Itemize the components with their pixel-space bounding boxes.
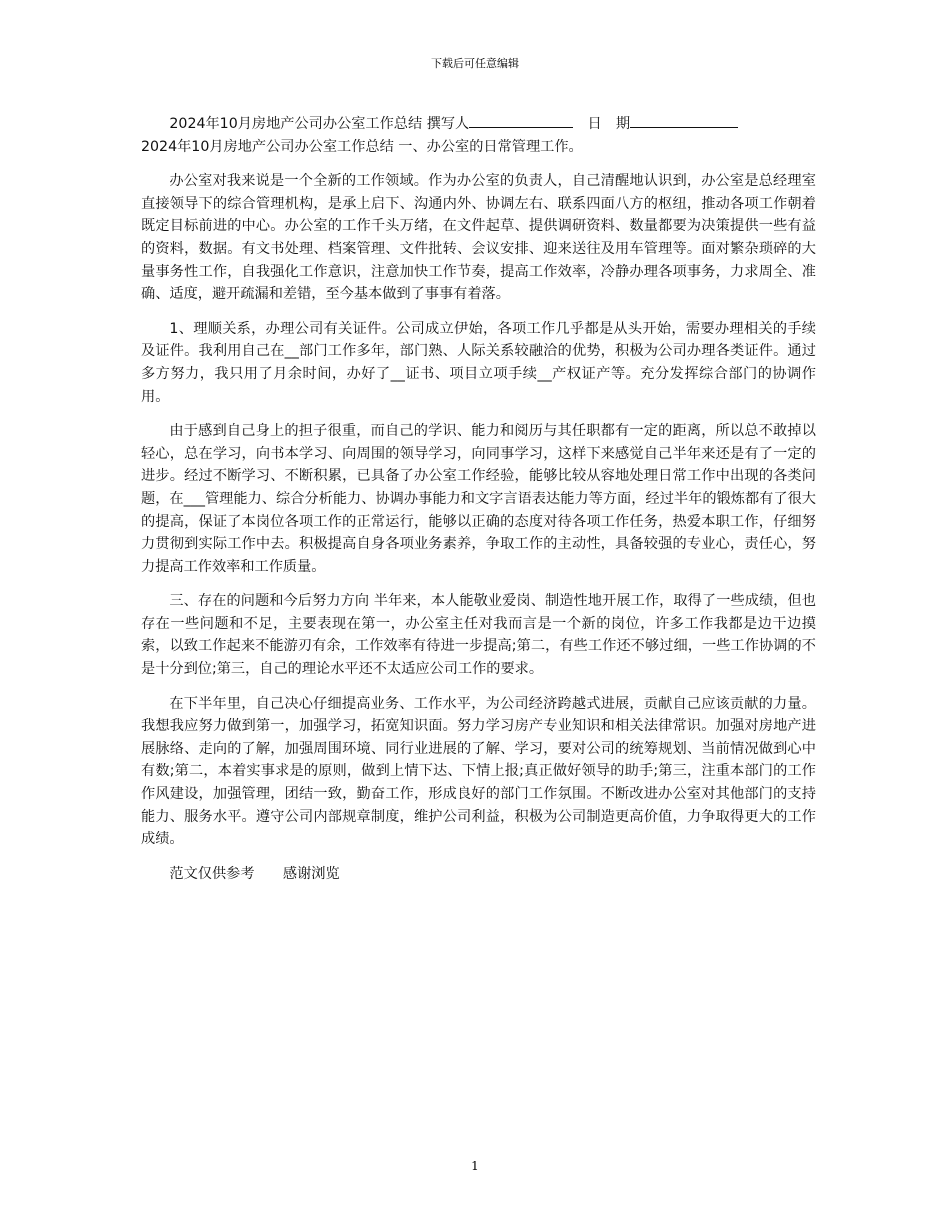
author-blank xyxy=(469,113,573,128)
title-prefix: 2024年10月房地产公司办公室工作总结 撰写人 xyxy=(169,116,470,132)
footer-note: 范文仅供参考 感谢浏览 xyxy=(169,865,340,882)
date-blank xyxy=(630,113,738,128)
paragraph-3: 由于感到自己身上的担子很重，而自己的学识、能力和阅历与其任职都有一定的距离，所以总不敢掉以轻心，总在学习，向书本学习、向周围的领导学习，向同事学习，这样下来感觉自己半年来还是有了一定的进步。经过不断学习、不断积累，已具备了办公室工作经验，能够比较从容地处理日常工作中出现的各类问题，在___管理能力、综合分析能力、协调办事能力和文字言语表达能力等方面，经过半年的锻炼都有了很大的提高，保证了本岗位各项工作的正常运行，能够以正确的态度对待各项工作任务，热爱本职工作，仔细努力贯彻到实际工作中去。积极提高自身各项业务素养，争取工作的主动性，具备较强的专业心，责任心，努力提高工作效率和工作质量。 xyxy=(141,423,816,575)
title-line-1 xyxy=(141,113,816,136)
document-body xyxy=(141,113,816,885)
title-line-2: 2024年10月房地产公司办公室工作总结 一、办公室的日常管理工作。 xyxy=(141,138,583,155)
paragraph-2: 1、理顺关系，办理公司有关证件。公司成立伊始，各项工作几乎都是从头开始，需要办理相关的手续及证件。我利用自己在__部门工作多年，部门熟、人际关系较融洽的优势，积极为公司办理各类证件。通过多方努力，我只用了月余时间，办好了__证书、项目立项手续__产权证产等。充分发挥综合部门的协调作用。 xyxy=(141,320,816,405)
paragraph-4: 三、存在的问题和今后努力方向 半年来，本人能敬业爱岗、制造性地开展工作，取得了一些成绩，但也存在一些问题和不足，主要表现在第一，办公室主任对我而言是一个新的岗位，许多工作我都是边干边摸索，以致工作起来不能游刃有余，工作效率有待进一步提高;第二，有些工作还不够过细，一些工作协调的不是十分到位;第三，自己的理论水平还不太适应公司工作的要求。 xyxy=(141,593,816,678)
paragraph-1: 办公室对我来说是一个全新的工作领域。作为办公室的负责人，自己清醒地认识到，办公室是总经理室直接领导下的综合管理机构，是承上启下、沟通内外、协调左右、联系四面八方的枢纽，推动各项工作朝着既定目标前进的中心。办公室的工作千头万绪，在文件起草、提供调研资料、数量都要为决策提供一些有益的资料，数据。有文书处理、档案管理、文件批转、会议安排、迎来送往及用车管理等。面对繁杂琐碎的大量事务性工作，自我强化工作意识，注意加快工作节奏，提高工作效率，冷静办理各项事务，力求周全、准确、适度，避开疏漏和差错，至今基本做到了事事有着落。 xyxy=(141,173,816,303)
page-header: 下载后可任意编辑 xyxy=(431,57,519,70)
page-number: 1 xyxy=(471,1159,479,1173)
paragraph-5: 在下半年里，自己决心仔细提高业务、工作水平，为公司经济跨越式进展，贡献自己应该贡献的力量。我想我应努力做到第一，加强学习，拓宽知识面。努力学习房产专业知识和相关法律常识。加强对房地产进展脉络、走向的了解，加强周围环境、同行业进展的了解、学习，要对公司的统筹规划、当前情况做到心中有数;第二，本着实事求是的原则，做到上情下达、下情上报;真正做好领导的助手;第三，注重本部门的工作作风建设，加强管理，团结一致，勤奋工作，形成良好的部门工作氛围。不断改进办公室对其他部门的支持能力、服务水平。遵守公司内部规章制度，维护公司利益，积极为公司制造更高价值，力争取得更大的工作成绩。 xyxy=(141,695,816,848)
date-label: 日 期 xyxy=(587,116,631,132)
